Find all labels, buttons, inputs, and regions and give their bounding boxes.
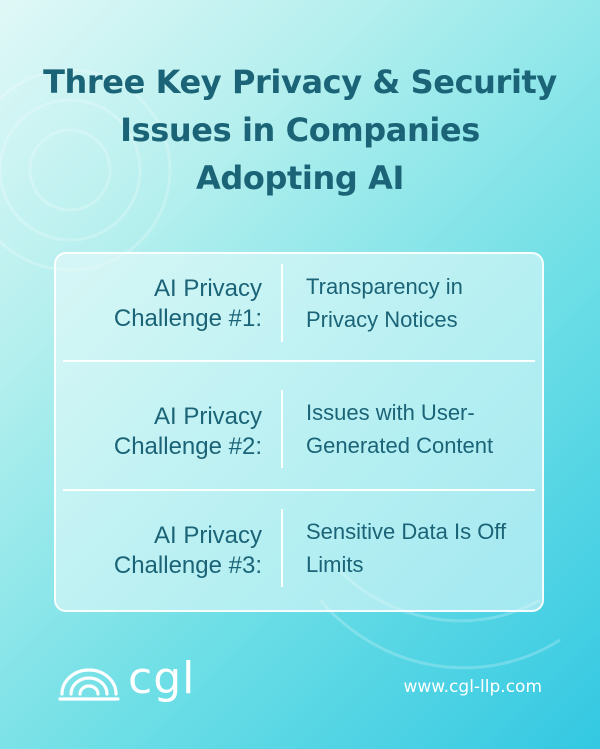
challenge-label: AI Privacy Challenge #2: (113, 403, 262, 460)
challenge-description: Sensitive Data Is Off Limits (306, 519, 507, 577)
column-divider (281, 509, 283, 587)
challenge-description: Transparency in Privacy Notices (306, 274, 463, 332)
arched-lines-logo-icon (58, 664, 120, 702)
column-divider (281, 264, 283, 342)
challenge-label: AI Privacy Challenge #3: (113, 522, 262, 579)
challenge-label: AI Privacy Challenge #1: (113, 275, 262, 332)
cgl-logo[interactable] (58, 653, 208, 710)
logo-wordmark: cgl (128, 653, 196, 704)
row-divider (63, 360, 535, 362)
challenge-row-1 (56, 254, 542, 372)
website-link[interactable]: www.cgl-llp.com (403, 677, 542, 697)
challenge-description: Issues with User-Generated Content (306, 400, 494, 458)
column-divider (281, 390, 283, 468)
challenge-row-3 (56, 491, 542, 609)
challenges-card (54, 252, 544, 612)
challenge-row-2 (56, 372, 542, 490)
page-title: Three Key Privacy & Security Issues in Companies Adopting AI (43, 63, 557, 197)
